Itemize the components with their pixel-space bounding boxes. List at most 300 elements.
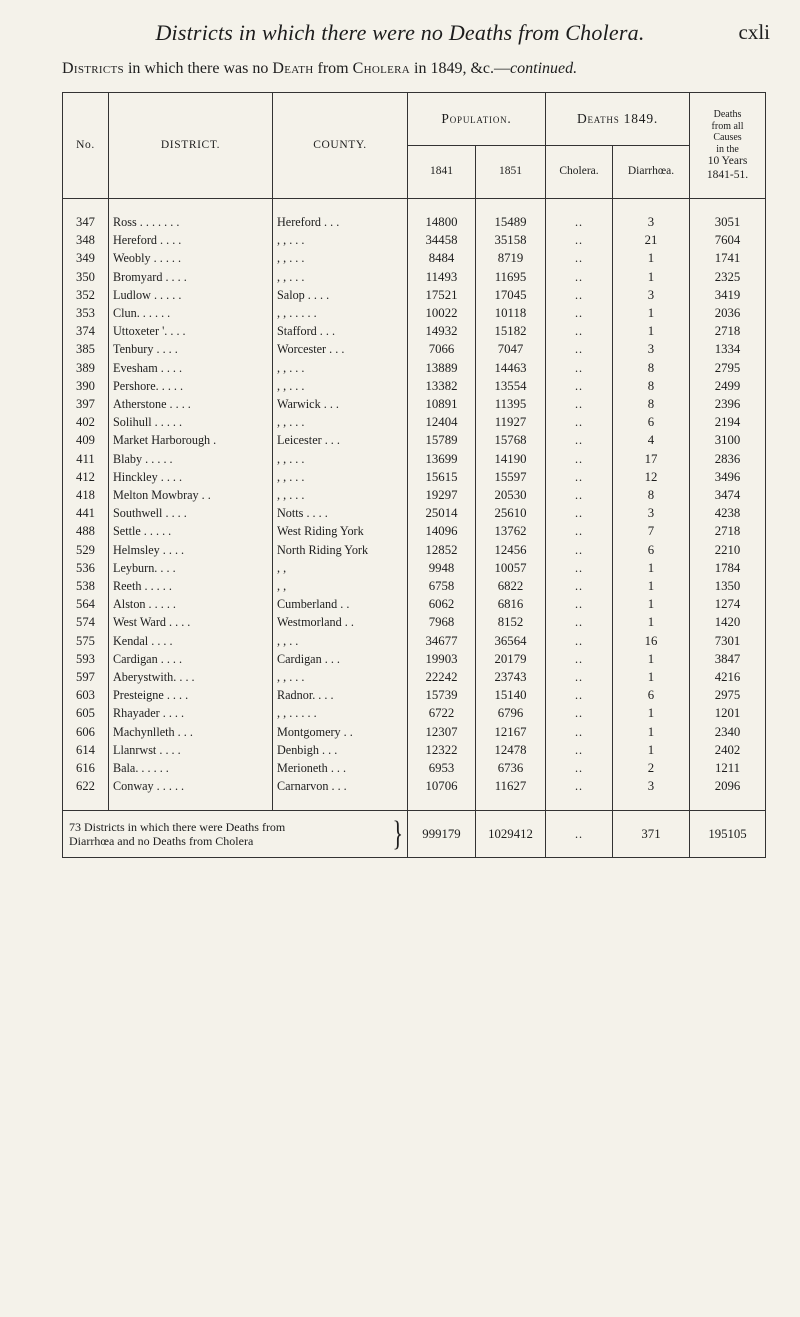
- row-number: 374: [63, 322, 109, 340]
- row-pop-1851: 35158: [476, 231, 546, 249]
- row-all-causes: 2718: [690, 322, 766, 340]
- row-all-causes: 2340: [690, 723, 766, 741]
- total-diarrhoea: 371: [613, 810, 690, 857]
- table-row: [63, 322, 766, 340]
- row-number: 574: [63, 613, 109, 631]
- row-pop-1841: 19903: [408, 650, 476, 668]
- row-district: Melton Mowbray . .: [109, 486, 273, 504]
- total-pop-1851: 1029412: [476, 810, 546, 857]
- row-cholera: ..: [546, 759, 613, 777]
- row-pop-1841: 11493: [408, 268, 476, 286]
- row-diarrhoea: 17: [613, 450, 690, 468]
- row-cholera: ..: [546, 559, 613, 577]
- row-number: 385: [63, 340, 109, 358]
- row-number: 614: [63, 741, 109, 759]
- table-row: [63, 486, 766, 504]
- row-number: 622: [63, 777, 109, 795]
- table-row: [63, 613, 766, 631]
- row-all-causes: 7604: [690, 231, 766, 249]
- row-cholera: ..: [546, 741, 613, 759]
- row-district: Reeth . . . . .: [109, 577, 273, 595]
- row-number: 418: [63, 486, 109, 504]
- row-cholera: ..: [546, 704, 613, 722]
- row-cholera: ..: [546, 231, 613, 249]
- row-pop-1851: 14463: [476, 359, 546, 377]
- row-diarrhoea: 4: [613, 431, 690, 449]
- row-number: 350: [63, 268, 109, 286]
- row-county: Worcester . . .: [273, 340, 408, 358]
- row-diarrhoea: 1: [613, 613, 690, 631]
- row-pop-1841: 10706: [408, 777, 476, 795]
- row-pop-1851: 20530: [476, 486, 546, 504]
- caption-continued: continued.: [510, 60, 578, 77]
- row-district: Solihull . . . . .: [109, 413, 273, 431]
- row-district: Pershore. . . . .: [109, 377, 273, 395]
- row-cholera: ..: [546, 359, 613, 377]
- row-district: Hereford . . . .: [109, 231, 273, 249]
- row-county: Westmorland . .: [273, 613, 408, 631]
- row-diarrhoea: 7: [613, 522, 690, 540]
- total-label-line2: Diarrhœa and no Deaths from Cholera: [69, 833, 254, 848]
- row-cholera: ..: [546, 395, 613, 413]
- table-row: [63, 632, 766, 650]
- row-pop-1851: 10057: [476, 559, 546, 577]
- row-number: 593: [63, 650, 109, 668]
- row-diarrhoea: 1: [613, 741, 690, 759]
- row-pop-1841: 22242: [408, 668, 476, 686]
- row-county: West Riding York: [273, 522, 408, 540]
- row-pop-1841: 6953: [408, 759, 476, 777]
- table-row: [63, 450, 766, 468]
- row-number: 606: [63, 723, 109, 741]
- table-row: [63, 741, 766, 759]
- header-deaths-all-causes: [690, 93, 766, 199]
- row-county: , , . . .: [273, 268, 408, 286]
- row-pop-1841: 14096: [408, 522, 476, 540]
- row-district: Aberystwith. . . .: [109, 668, 273, 686]
- header-deaths-all-line1: Deaths: [713, 109, 742, 121]
- row-all-causes: 1334: [690, 340, 766, 358]
- row-number: 402: [63, 413, 109, 431]
- row-county: Warwick . . .: [273, 395, 408, 413]
- row-diarrhoea: 1: [613, 322, 690, 340]
- row-pop-1851: 8152: [476, 613, 546, 631]
- row-pop-1851: 15140: [476, 686, 546, 704]
- row-pop-1851: 20179: [476, 650, 546, 668]
- row-pop-1851: 11627: [476, 777, 546, 795]
- row-pop-1841: 14800: [408, 213, 476, 231]
- table-row: [63, 504, 766, 522]
- row-county: , , . . .: [273, 359, 408, 377]
- row-pop-1841: 12404: [408, 413, 476, 431]
- caption-tail: in 1849, &c.—: [410, 60, 511, 77]
- header-cholera: Cholera.: [546, 146, 613, 199]
- row-pop-1841: 19297: [408, 486, 476, 504]
- row-cholera: ..: [546, 650, 613, 668]
- row-district: Southwell . . . .: [109, 504, 273, 522]
- row-pop-1851: 15768: [476, 431, 546, 449]
- row-county: , , . . .: [273, 249, 408, 267]
- row-cholera: ..: [546, 268, 613, 286]
- row-district: Blaby . . . . .: [109, 450, 273, 468]
- row-county: , , . . .: [273, 450, 408, 468]
- row-county: Merioneth . . .: [273, 759, 408, 777]
- row-all-causes: 2096: [690, 777, 766, 795]
- row-pop-1841: 15615: [408, 468, 476, 486]
- row-pop-1841: 10022: [408, 304, 476, 322]
- total-pop-1841: 999179: [408, 810, 476, 857]
- row-county: , , . . .: [273, 486, 408, 504]
- row-number: 349: [63, 249, 109, 267]
- row-number: 353: [63, 304, 109, 322]
- row-all-causes: 3419: [690, 286, 766, 304]
- row-pop-1841: 15789: [408, 431, 476, 449]
- row-cholera: ..: [546, 668, 613, 686]
- row-pop-1841: 14932: [408, 322, 476, 340]
- row-pop-1851: 13554: [476, 377, 546, 395]
- total-cholera: ..: [546, 810, 613, 857]
- header-no: No.: [63, 93, 109, 199]
- row-number: 536: [63, 559, 109, 577]
- table-row: [63, 777, 766, 795]
- row-county: , , . . .: [273, 468, 408, 486]
- row-diarrhoea: 3: [613, 340, 690, 358]
- header-district: DISTRICT.: [109, 93, 273, 199]
- table-row: [63, 650, 766, 668]
- row-district: Weobly . . . . .: [109, 249, 273, 267]
- page-folio: cxli: [738, 20, 770, 44]
- row-number: 575: [63, 632, 109, 650]
- row-all-causes: 3474: [690, 486, 766, 504]
- header-deaths-all-line2: from all: [711, 120, 744, 132]
- header-deaths-all-line6: 1841-51.: [706, 168, 749, 181]
- row-cholera: ..: [546, 377, 613, 395]
- row-district: Machynlleth . . .: [109, 723, 273, 741]
- table-caption: [62, 60, 782, 78]
- row-county: Carnarvon . . .: [273, 777, 408, 795]
- row-all-causes: 2036: [690, 304, 766, 322]
- row-diarrhoea: 6: [613, 541, 690, 559]
- row-diarrhoea: 2: [613, 759, 690, 777]
- districts-table: [62, 92, 766, 858]
- row-all-causes: 2194: [690, 413, 766, 431]
- row-cholera: ..: [546, 468, 613, 486]
- row-district: Rhayader . . . .: [109, 704, 273, 722]
- row-all-causes: 2975: [690, 686, 766, 704]
- row-county: , , . .: [273, 632, 408, 650]
- caption-death-word: Death: [272, 60, 314, 77]
- row-diarrhoea: 1: [613, 304, 690, 322]
- table-row: [63, 431, 766, 449]
- table-row: [63, 286, 766, 304]
- row-diarrhoea: 8: [613, 359, 690, 377]
- header-deaths-all-line5: 10 Years: [707, 155, 748, 168]
- row-pop-1841: 12307: [408, 723, 476, 741]
- row-number: 564: [63, 595, 109, 613]
- row-pop-1851: 11395: [476, 395, 546, 413]
- row-pop-1851: 12478: [476, 741, 546, 759]
- row-county: , , . . .: [273, 413, 408, 431]
- row-diarrhoea: 3: [613, 777, 690, 795]
- row-pop-1841: 6062: [408, 595, 476, 613]
- header-population: Population.: [408, 93, 546, 146]
- header-pop-1851: 1851: [476, 146, 546, 199]
- row-pop-1851: 6796: [476, 704, 546, 722]
- table-row: [63, 340, 766, 358]
- table-row: [63, 668, 766, 686]
- row-diarrhoea: 1: [613, 577, 690, 595]
- row-district: Bala. . . . . .: [109, 759, 273, 777]
- row-district: West Ward . . . .: [109, 613, 273, 631]
- row-pop-1841: 6758: [408, 577, 476, 595]
- row-pop-1851: 13762: [476, 522, 546, 540]
- row-all-causes: 3496: [690, 468, 766, 486]
- row-cholera: ..: [546, 286, 613, 304]
- row-district: Hinckley . . . .: [109, 468, 273, 486]
- row-cholera: ..: [546, 723, 613, 741]
- row-number: 412: [63, 468, 109, 486]
- table-row: [63, 213, 766, 231]
- row-diarrhoea: 3: [613, 213, 690, 231]
- row-cholera: ..: [546, 632, 613, 650]
- row-district: Alston . . . . .: [109, 595, 273, 613]
- running-head: [30, 20, 770, 48]
- row-pop-1851: 15597: [476, 468, 546, 486]
- row-number: 488: [63, 522, 109, 540]
- table-row: [63, 268, 766, 286]
- caption-cholera-word: Cholera: [352, 60, 411, 77]
- row-all-causes: 2396: [690, 395, 766, 413]
- row-number: 441: [63, 504, 109, 522]
- row-district: Conway . . . . .: [109, 777, 273, 795]
- row-diarrhoea: 1: [613, 595, 690, 613]
- row-pop-1841: 6722: [408, 704, 476, 722]
- row-cholera: ..: [546, 304, 613, 322]
- row-district: Helmsley . . . .: [109, 541, 273, 559]
- row-diarrhoea: 1: [613, 704, 690, 722]
- row-district: Market Harborough .: [109, 431, 273, 449]
- header-diarrhoea: Diarrhœa.: [613, 146, 690, 199]
- row-cholera: ..: [546, 686, 613, 704]
- row-cholera: ..: [546, 504, 613, 522]
- row-district: Settle . . . . .: [109, 522, 273, 540]
- row-district: Uttoxeter '. . . .: [109, 322, 273, 340]
- row-pop-1841: 13889: [408, 359, 476, 377]
- row-cholera: ..: [546, 541, 613, 559]
- row-pop-1851: 7047: [476, 340, 546, 358]
- table-row: [63, 304, 766, 322]
- table-body: [63, 199, 766, 811]
- row-diarrhoea: 1: [613, 559, 690, 577]
- total-label: [63, 810, 408, 857]
- row-all-causes: 1274: [690, 595, 766, 613]
- row-district: Presteigne . . . .: [109, 686, 273, 704]
- row-county: Radnor. . . .: [273, 686, 408, 704]
- row-all-causes: 3847: [690, 650, 766, 668]
- row-number: 616: [63, 759, 109, 777]
- table-row: [63, 686, 766, 704]
- row-all-causes: 1211: [690, 759, 766, 777]
- spacer-row: [63, 796, 766, 811]
- table-row: [63, 759, 766, 777]
- row-diarrhoea: 12: [613, 468, 690, 486]
- row-diarrhoea: 6: [613, 686, 690, 704]
- caption-lead: Districts: [62, 60, 124, 77]
- row-pop-1841: 34677: [408, 632, 476, 650]
- row-pop-1841: 7968: [408, 613, 476, 631]
- row-district: Ludlow . . . . .: [109, 286, 273, 304]
- row-diarrhoea: 8: [613, 395, 690, 413]
- row-district: Atherstone . . . .: [109, 395, 273, 413]
- row-cholera: ..: [546, 413, 613, 431]
- table-row: [63, 723, 766, 741]
- row-number: 389: [63, 359, 109, 377]
- running-head-title: Districts in which there were no Deaths from Cholera.: [155, 20, 645, 45]
- row-pop-1851: 15489: [476, 213, 546, 231]
- row-district: Leyburn. . . .: [109, 559, 273, 577]
- row-county: , , . . . . .: [273, 304, 408, 322]
- row-cholera: ..: [546, 340, 613, 358]
- row-pop-1841: 15739: [408, 686, 476, 704]
- row-number: 397: [63, 395, 109, 413]
- row-district: Bromyard . . . .: [109, 268, 273, 286]
- row-cholera: ..: [546, 577, 613, 595]
- caption-middle: in which there was no: [123, 60, 273, 77]
- row-pop-1841: 34458: [408, 231, 476, 249]
- row-diarrhoea: 1: [613, 723, 690, 741]
- row-county: Denbigh . . .: [273, 741, 408, 759]
- table-row: [63, 395, 766, 413]
- row-pop-1851: 6822: [476, 577, 546, 595]
- row-county: , , . . .: [273, 231, 408, 249]
- row-cholera: ..: [546, 613, 613, 631]
- row-diarrhoea: 3: [613, 504, 690, 522]
- row-number: 529: [63, 541, 109, 559]
- row-pop-1841: 7066: [408, 340, 476, 358]
- row-number: 538: [63, 577, 109, 595]
- row-pop-1841: 17521: [408, 286, 476, 304]
- row-all-causes: 2210: [690, 541, 766, 559]
- total-row: [63, 810, 766, 857]
- row-county: , ,: [273, 577, 408, 595]
- row-diarrhoea: 16: [613, 632, 690, 650]
- row-pop-1841: 13382: [408, 377, 476, 395]
- table-total: [63, 810, 766, 857]
- row-diarrhoea: 3: [613, 286, 690, 304]
- row-all-causes: 2402: [690, 741, 766, 759]
- row-all-causes: 2836: [690, 450, 766, 468]
- row-county: Notts . . . .: [273, 504, 408, 522]
- row-all-causes: 1420: [690, 613, 766, 631]
- row-all-causes: 1741: [690, 249, 766, 267]
- row-county: Stafford . . .: [273, 322, 408, 340]
- row-diarrhoea: 1: [613, 668, 690, 686]
- row-all-causes: 2718: [690, 522, 766, 540]
- header-deaths-all-line4: in the: [716, 143, 739, 155]
- table-row: [63, 704, 766, 722]
- row-cholera: ..: [546, 486, 613, 504]
- row-pop-1841: 12852: [408, 541, 476, 559]
- row-all-causes: 3051: [690, 213, 766, 231]
- row-pop-1841: 9948: [408, 559, 476, 577]
- row-pop-1851: 12456: [476, 541, 546, 559]
- row-county: , ,: [273, 559, 408, 577]
- row-number: 352: [63, 286, 109, 304]
- row-pop-1851: 17045: [476, 286, 546, 304]
- header-deaths-1849: Deaths 1849.: [546, 93, 690, 146]
- row-district: Kendal . . . .: [109, 632, 273, 650]
- row-pop-1851: 15182: [476, 322, 546, 340]
- row-pop-1851: 6736: [476, 759, 546, 777]
- row-pop-1841: 12322: [408, 741, 476, 759]
- row-number: 605: [63, 704, 109, 722]
- table-header: [63, 93, 766, 199]
- table-row: [63, 249, 766, 267]
- brace-glyph: }: [392, 812, 403, 853]
- row-all-causes: 4238: [690, 504, 766, 522]
- header-county: COUNTY.: [273, 93, 408, 199]
- row-pop-1851: 12167: [476, 723, 546, 741]
- table-row: [63, 377, 766, 395]
- row-cholera: ..: [546, 322, 613, 340]
- row-district: Ross . . . . . . .: [109, 213, 273, 231]
- row-all-causes: 2325: [690, 268, 766, 286]
- spacer-row: [63, 199, 766, 214]
- row-cholera: ..: [546, 450, 613, 468]
- row-county: North Riding York: [273, 541, 408, 559]
- row-pop-1851: 8719: [476, 249, 546, 267]
- row-pop-1851: 36564: [476, 632, 546, 650]
- row-district: Llanrwst . . . .: [109, 741, 273, 759]
- row-pop-1851: 10118: [476, 304, 546, 322]
- row-cholera: ..: [546, 595, 613, 613]
- row-all-causes: 1201: [690, 704, 766, 722]
- row-county: Leicester . . .: [273, 431, 408, 449]
- row-all-causes: 1784: [690, 559, 766, 577]
- row-county: , , . . .: [273, 668, 408, 686]
- row-cholera: ..: [546, 249, 613, 267]
- row-pop-1841: 25014: [408, 504, 476, 522]
- header-deaths-all-line3: Causes: [713, 132, 742, 144]
- row-diarrhoea: 1: [613, 249, 690, 267]
- row-pop-1851: 25610: [476, 504, 546, 522]
- row-cholera: ..: [546, 213, 613, 231]
- row-all-causes: 2499: [690, 377, 766, 395]
- row-diarrhoea: 8: [613, 486, 690, 504]
- header-pop-1841: 1841: [408, 146, 476, 199]
- row-pop-1851: 14190: [476, 450, 546, 468]
- row-pop-1851: 23743: [476, 668, 546, 686]
- row-all-causes: 4216: [690, 668, 766, 686]
- row-number: 597: [63, 668, 109, 686]
- row-diarrhoea: 21: [613, 231, 690, 249]
- row-district: Evesham . . . .: [109, 359, 273, 377]
- row-district: Clun. . . . . .: [109, 304, 273, 322]
- row-all-causes: 1350: [690, 577, 766, 595]
- row-all-causes: 2795: [690, 359, 766, 377]
- row-number: 411: [63, 450, 109, 468]
- row-diarrhoea: 1: [613, 268, 690, 286]
- row-diarrhoea: 6: [613, 413, 690, 431]
- table-row: [63, 413, 766, 431]
- row-cholera: ..: [546, 522, 613, 540]
- total-all-causes: 195105: [690, 810, 766, 857]
- row-cholera: ..: [546, 431, 613, 449]
- row-number: 603: [63, 686, 109, 704]
- row-pop-1851: 11695: [476, 268, 546, 286]
- table-row: [63, 522, 766, 540]
- row-county: Salop . . . .: [273, 286, 408, 304]
